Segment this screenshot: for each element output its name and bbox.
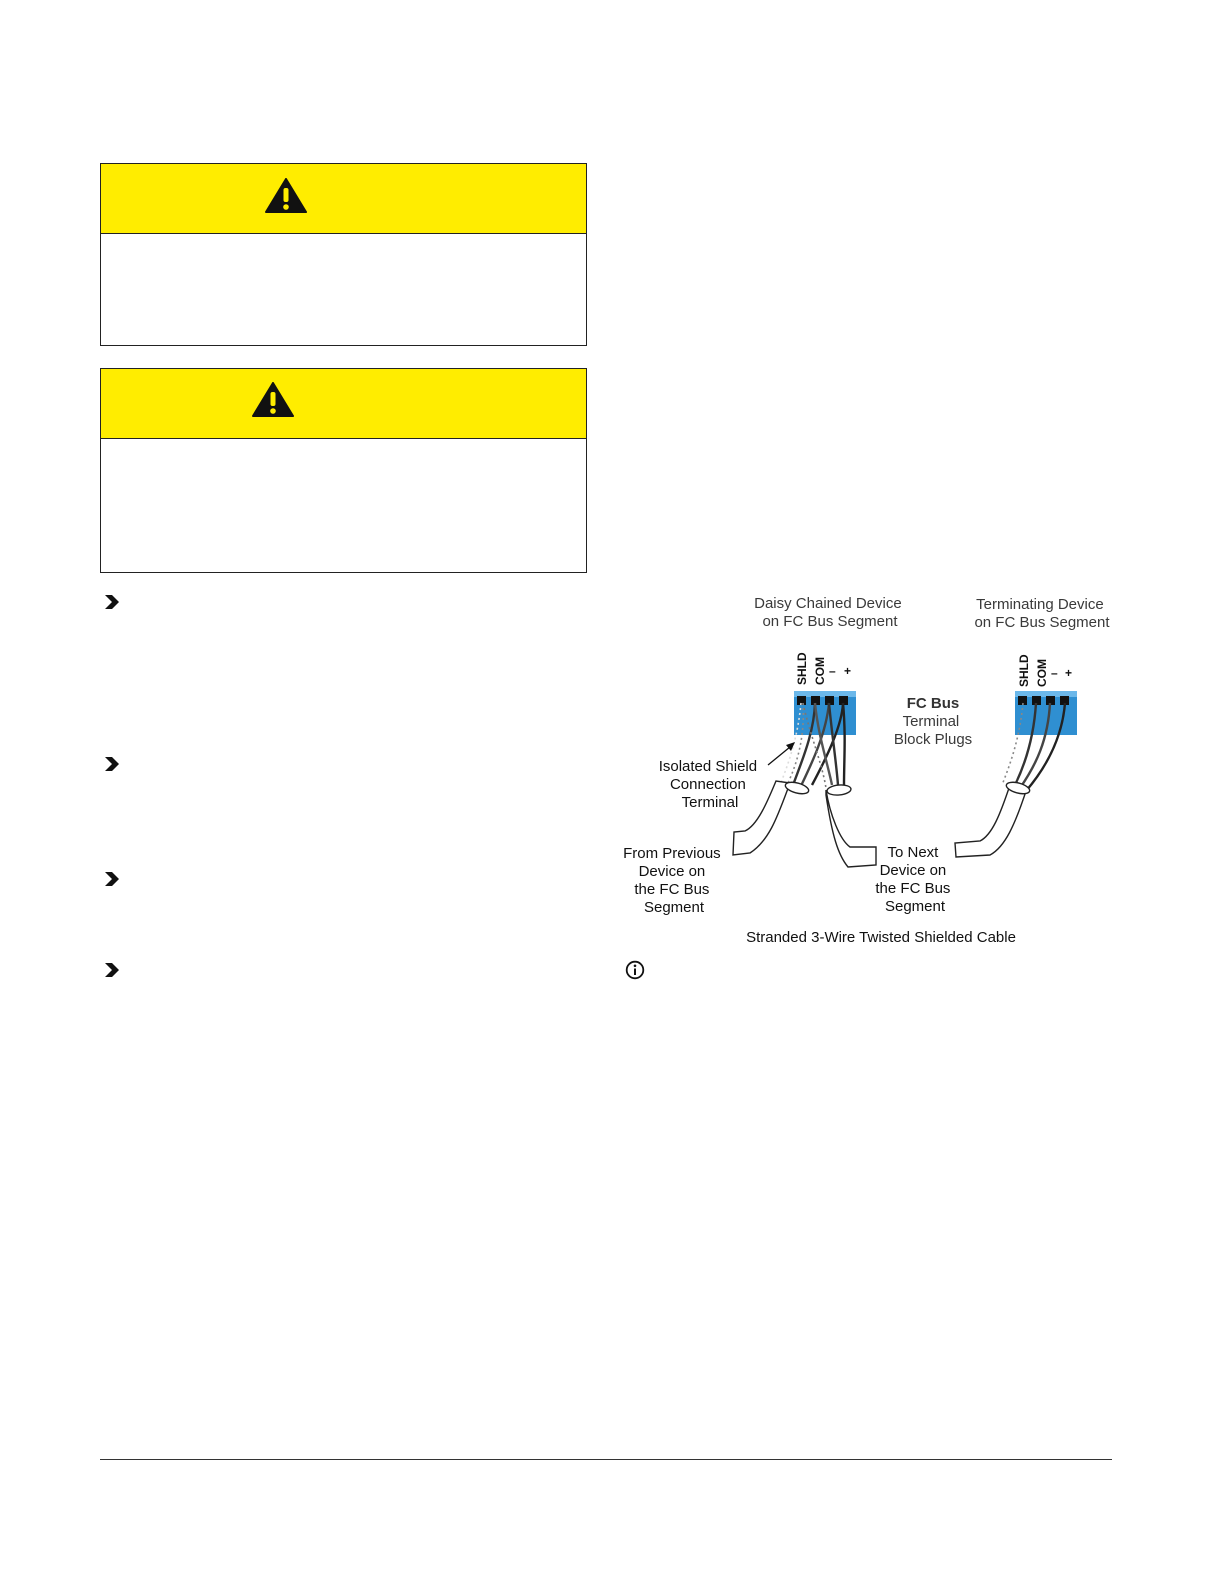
- chevron-right-icon: [104, 595, 120, 609]
- footer-rule: [100, 1459, 1112, 1460]
- from-previous-label: From Previous Device on the FC Bus Segment: [623, 845, 721, 916]
- chevron-right-icon: [104, 963, 120, 977]
- warning-triangle-icon: [265, 178, 307, 214]
- fc-bus-wiring-diagram: [600, 585, 1130, 955]
- pin-label-shld: SHLD: [795, 652, 809, 685]
- isolated-shield-label: Isolated Shield Connection Terminal: [658, 758, 758, 811]
- left-pin-labels: [795, 652, 851, 685]
- pin-label-plus: +: [1065, 666, 1073, 680]
- pin-label-com: COM: [813, 657, 827, 685]
- warning-box-1: [100, 163, 587, 346]
- pin-label-plus: +: [844, 664, 852, 678]
- warning-box-2: [100, 368, 587, 573]
- cable-to-next: [826, 784, 876, 867]
- info-circle-icon: [625, 960, 645, 980]
- fc-bus-subtitle: Terminal Block Plugs: [893, 713, 973, 748]
- pin-label-shld: SHLD: [1017, 654, 1031, 687]
- diagram-caption: Stranded 3-Wire Twisted Shielded Cable: [746, 929, 1016, 946]
- right-pin-labels: [1017, 654, 1072, 687]
- fc-bus-title: FC Bus: [906, 695, 960, 712]
- pin-label-minus: –: [829, 664, 836, 678]
- to-next-label: To Next Device on the FC Bus Segment: [875, 844, 951, 915]
- cable-terminating: [955, 780, 1031, 857]
- pin-label-minus: –: [1051, 666, 1058, 680]
- chevron-right-icon: [104, 872, 120, 886]
- warning-header-1: [101, 164, 586, 234]
- terminating-device-label: Terminating Device on FC Bus Segment: [974, 596, 1110, 631]
- pin-label-com: COM: [1035, 659, 1049, 687]
- chevron-right-icon: [104, 757, 120, 771]
- warning-header-2: [101, 369, 586, 439]
- warning-triangle-icon: [252, 382, 294, 418]
- daisy-device-label: Daisy Chained Device on FC Bus Segment: [754, 595, 902, 630]
